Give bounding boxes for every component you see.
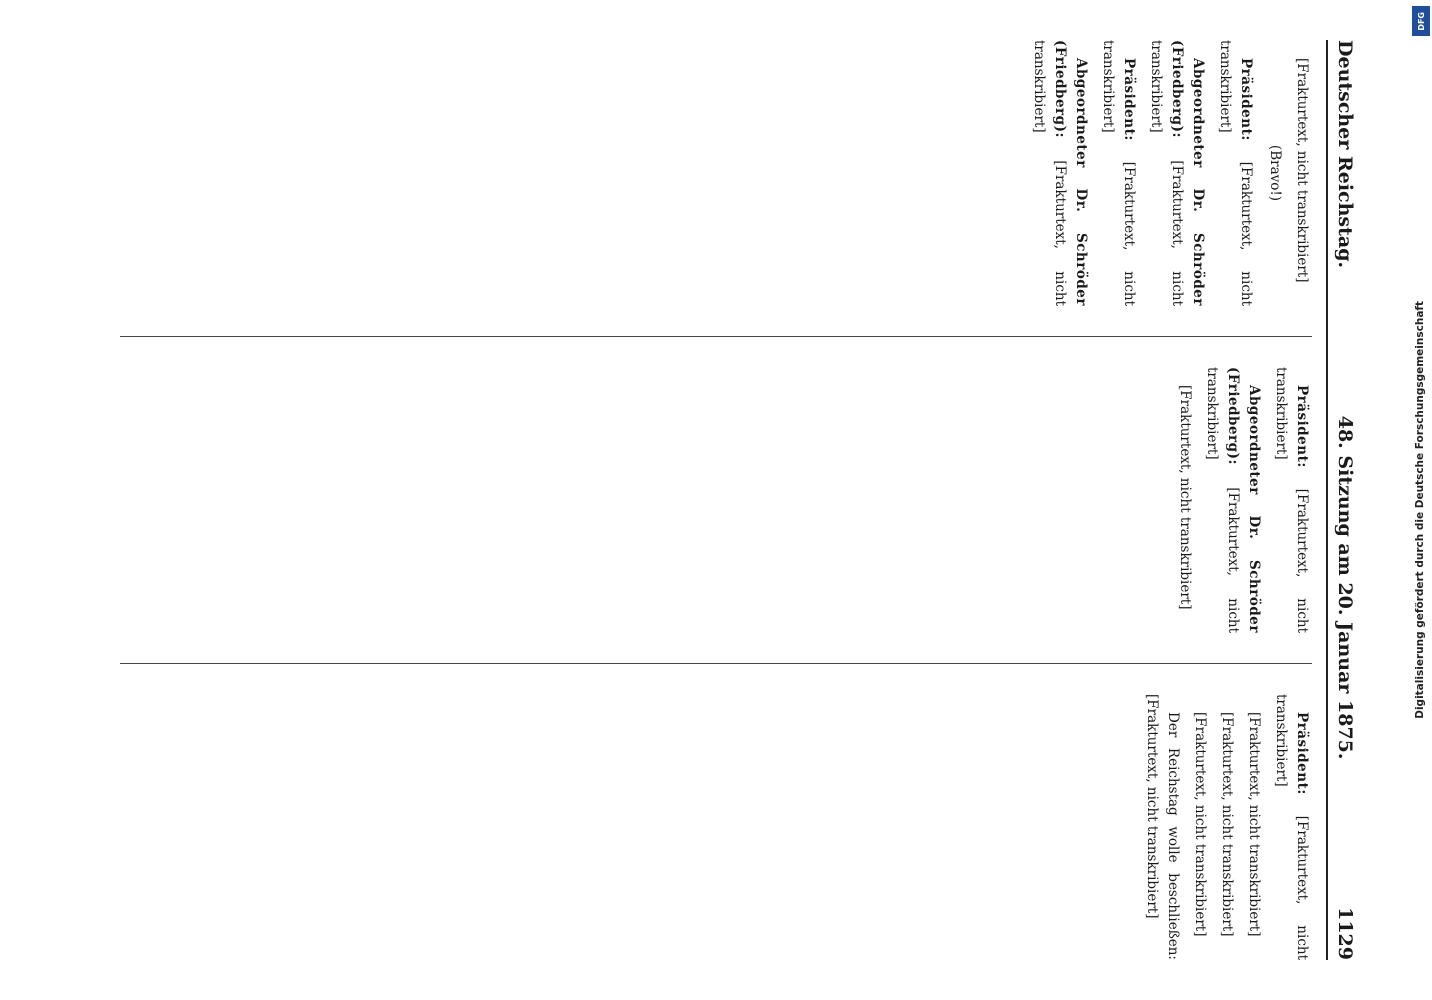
paragraph	[1216, 694, 1237, 960]
paragraph	[1243, 694, 1264, 960]
column-rule	[120, 336, 1312, 337]
speaker-name: Abgeordneter Dr. Schröder (Friedberg):	[1169, 40, 1206, 306]
text-column	[120, 694, 1312, 960]
paragraph	[1097, 40, 1139, 306]
paragraph-text: [Frakturtext, nicht transkribiert]	[1246, 712, 1262, 937]
paragraph-text: [Frakturtext, nicht transkribiert]	[1273, 694, 1310, 960]
paragraph	[1270, 367, 1312, 633]
paragraph-text: [Frakturtext, nicht transkribiert]	[1148, 40, 1185, 306]
column-rule	[120, 663, 1312, 664]
header-publication: Deutscher Reichstag.	[1334, 40, 1356, 269]
text-column	[120, 40, 1312, 306]
speaker-name: Präsident:	[1238, 58, 1254, 141]
text-columns	[120, 40, 1312, 960]
paragraph-text: [Frakturtext, nicht transkribiert]	[1100, 40, 1137, 306]
running-header	[1326, 40, 1362, 960]
paragraph-text: [Frakturtext, nicht transkribiert]	[1031, 40, 1068, 306]
paragraph-text: [Frakturtext, nicht transkribiert]	[1192, 712, 1208, 937]
speaker-name: Präsident:	[1294, 712, 1310, 795]
paragraph	[1270, 694, 1312, 960]
interjection: (Bravo!)	[1267, 144, 1283, 202]
paragraph	[1145, 40, 1208, 306]
text-column	[120, 367, 1312, 633]
paragraph	[1291, 40, 1312, 306]
paragraph-text: [Frakturtext, nicht transkribiert]	[1217, 40, 1254, 306]
page-number: 1129	[1334, 907, 1356, 960]
speaker-name: Abgeordneter Dr. Schröder (Friedberg):	[1225, 367, 1262, 633]
paragraph-text: [Frakturtext, nicht transkribiert]	[1177, 385, 1193, 610]
paragraph	[1189, 694, 1210, 960]
paragraph	[1201, 367, 1264, 633]
dfg-logo: DFG	[1412, 6, 1430, 36]
digitization-credit	[1412, 40, 1428, 980]
paragraph	[1141, 694, 1183, 960]
speaker-name: Präsident:	[1121, 58, 1137, 141]
paragraph-text: [Frakturtext, nicht transkribiert]	[1219, 712, 1235, 937]
header-session: 48. Sitzung am 20. Januar 1875.	[1334, 415, 1356, 760]
paragraph-text: [Frakturtext, nicht transkribiert]	[1294, 58, 1310, 283]
credit-text: Digitalisierung gefördert durch die Deutsche Forschungsgemeinschaft	[1414, 301, 1426, 719]
paragraph-text: [Frakturtext, nicht transkribiert]	[1204, 367, 1241, 633]
speaker-name: Präsident:	[1294, 385, 1310, 468]
paragraph-text: [Frakturtext, nicht transkribiert]	[1273, 367, 1310, 633]
speaker-name: Abgeordneter Dr. Schröder (Friedberg):	[1052, 40, 1089, 306]
paragraph	[1028, 40, 1091, 306]
paragraph	[1214, 40, 1256, 306]
paragraph	[1174, 367, 1195, 633]
paragraph-text: Der Reichstag wolle beschließen: [Frakturtext, nicht transkribiert]	[1144, 694, 1181, 960]
